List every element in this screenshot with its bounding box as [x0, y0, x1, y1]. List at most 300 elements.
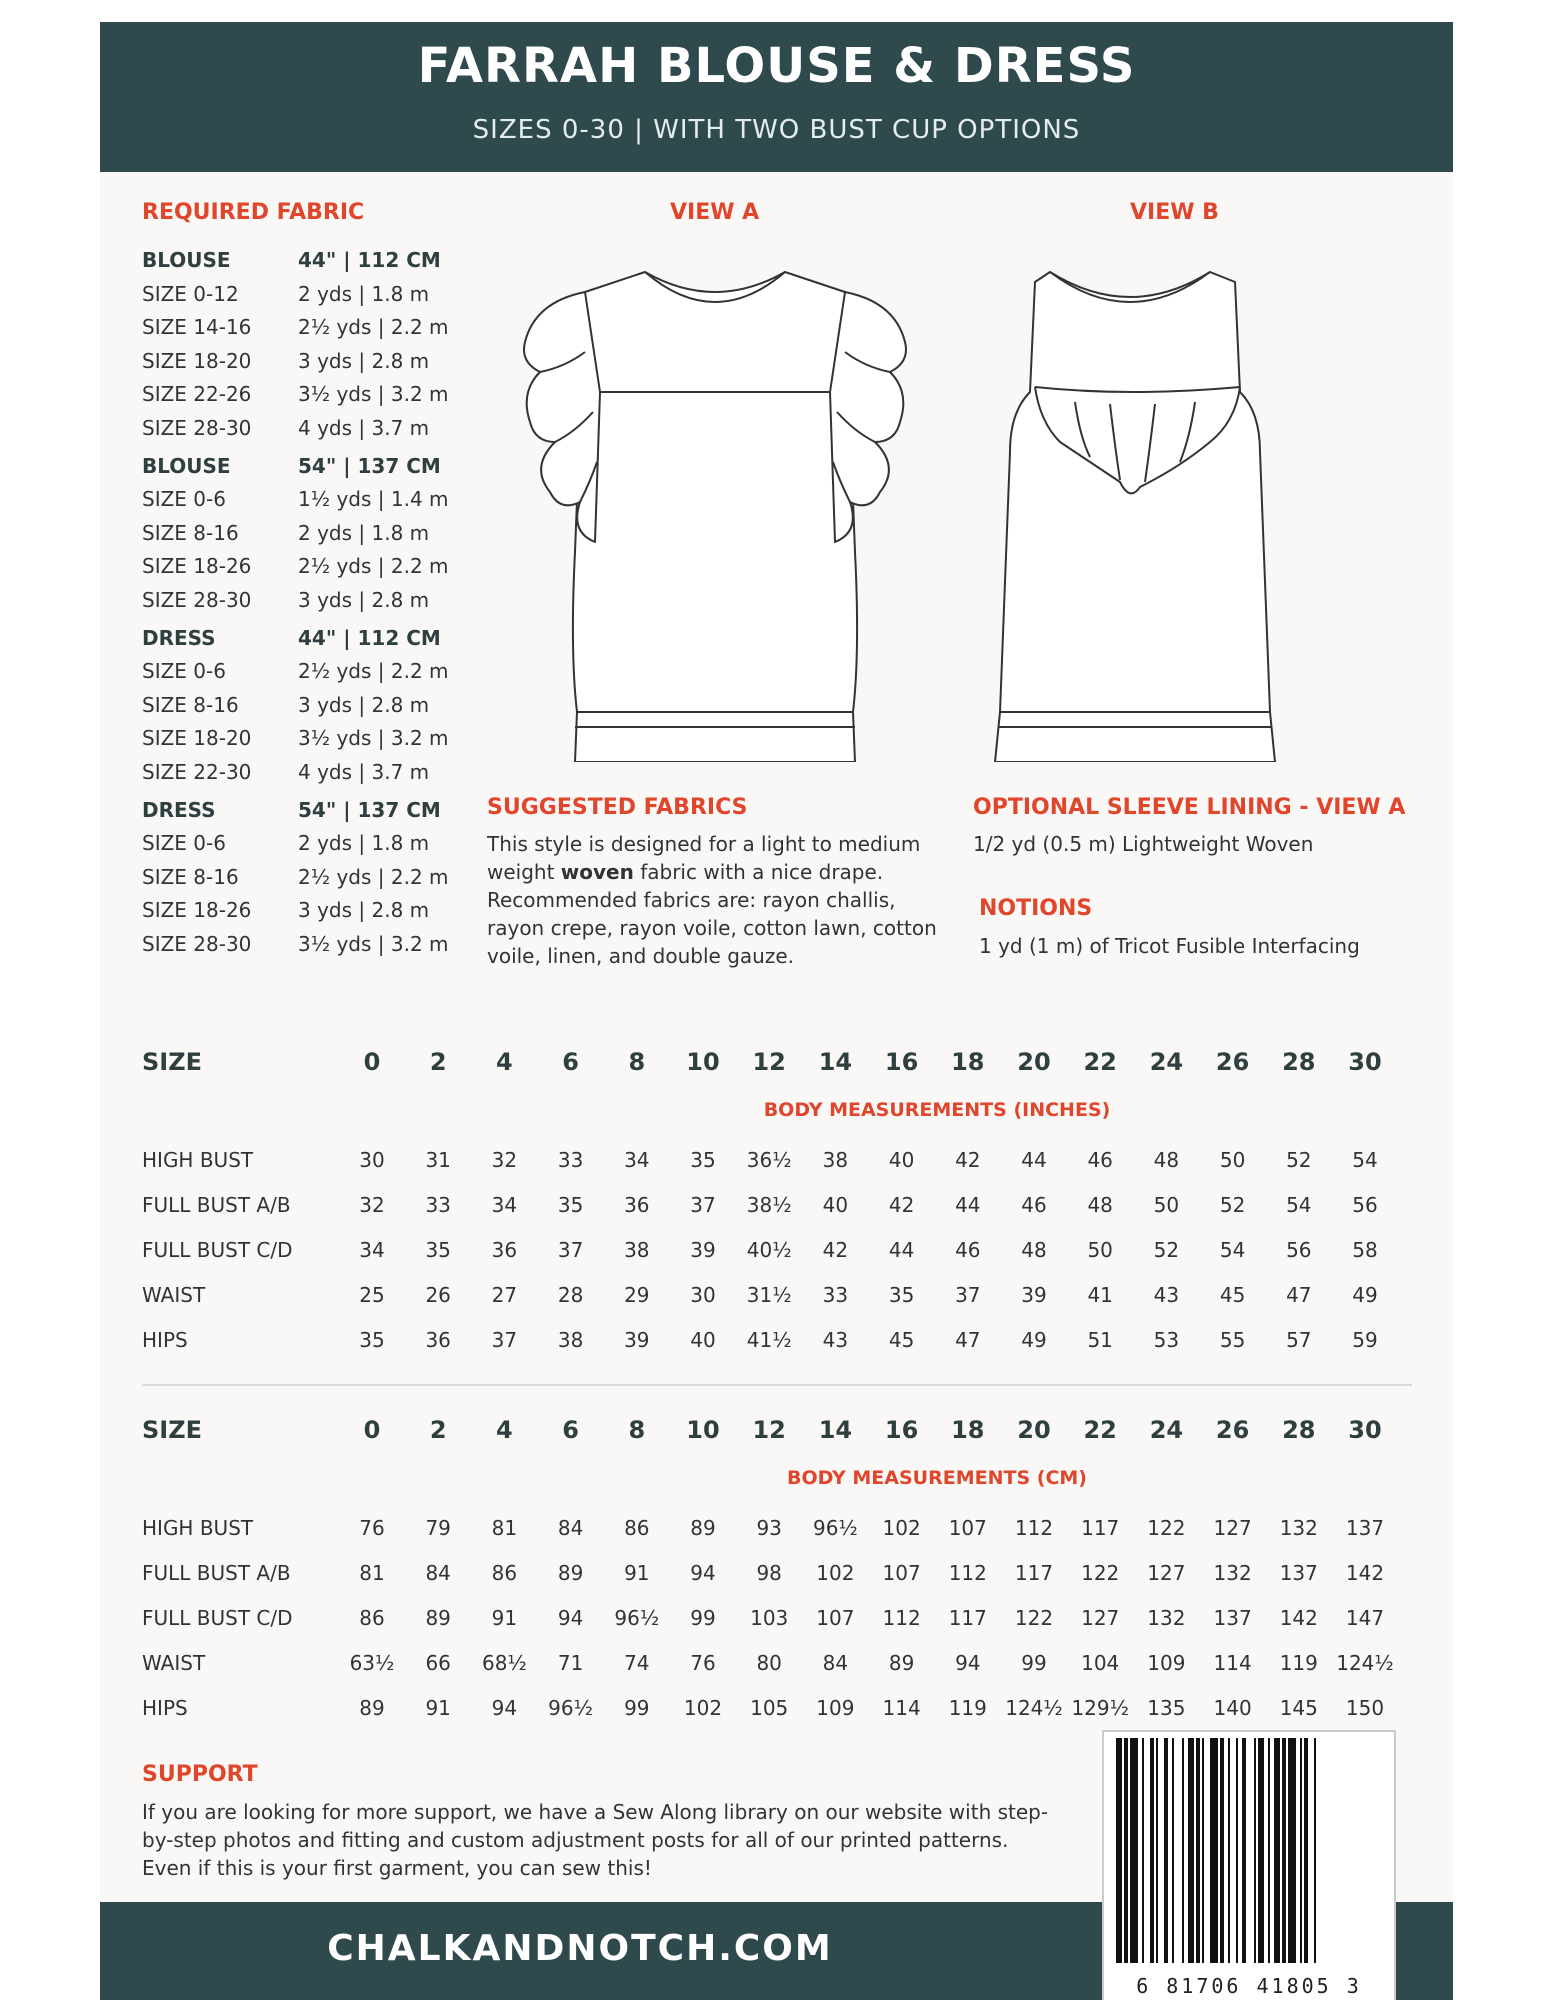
measurement-value: 105 [750, 1696, 789, 1720]
measurement-row [142, 1686, 1412, 1731]
measurement-value: 122 [1081, 1561, 1120, 1585]
measurement-value: 52 [1153, 1238, 1180, 1262]
measurement-value: 135 [1147, 1696, 1186, 1720]
measurement-value: 86 [491, 1561, 518, 1585]
measurement-label: FULL BUST C/D [142, 1606, 293, 1630]
fabric-type: BLOUSE [142, 453, 231, 478]
measurement-value: 43 [1153, 1283, 1180, 1307]
body-measurements-cm-table [142, 1403, 1412, 1731]
measurement-value: 31 [425, 1148, 451, 1172]
measurement-value: 80 [756, 1651, 782, 1675]
measurement-value: 94 [491, 1696, 518, 1720]
measurement-value: 56 [1286, 1238, 1312, 1262]
measurement-value: 119 [948, 1696, 987, 1720]
fabric-group-header [142, 244, 522, 278]
website-url[interactable]: CHALKANDNOTCH.COM [327, 1928, 833, 1969]
measurement-value: 36½ [746, 1148, 792, 1172]
measurement-value: 89 [557, 1561, 584, 1585]
fabric-amount: 2 yds | 1.8 m [298, 281, 430, 306]
size-header-label: SIZE [142, 1416, 203, 1444]
measurement-value: 58 [1352, 1238, 1378, 1262]
measurement-value: 66 [425, 1651, 451, 1675]
fabric-row [142, 655, 522, 689]
fabric-row [142, 311, 522, 345]
measurement-value: 41 [1087, 1283, 1113, 1307]
barcode-bar [1172, 1738, 1174, 1963]
fabric-type: DRESS [142, 797, 216, 822]
support-text: If you are looking for more support, we have a Sew Along library on our website with step-by-step photos and fitting and custom adjustment posts for all of our printed patterns. Even if this is your first garment, you can sew this! [142, 1800, 1049, 1880]
measurement-value: 81 [491, 1516, 518, 1540]
header-banner [100, 22, 1453, 172]
barcode-bar [1268, 1738, 1270, 1963]
measurement-value: 114 [882, 1696, 921, 1720]
measurement-value: 48 [1021, 1238, 1047, 1262]
size-value: 2 [429, 1416, 447, 1444]
measurement-value: 36 [491, 1238, 518, 1262]
fabric-type: DRESS [142, 625, 216, 650]
measurement-value: 96½ [812, 1516, 858, 1540]
measurement-value: 34 [359, 1238, 385, 1262]
barcode-bar [1130, 1738, 1138, 1963]
barcode [1102, 1730, 1396, 2000]
measurement-value: 124½ [1005, 1696, 1063, 1720]
measurement-value: 40 [690, 1328, 716, 1352]
measurement-value: 117 [948, 1606, 987, 1630]
measurement-value: 36 [624, 1193, 650, 1217]
measurement-value: 52 [1219, 1193, 1246, 1217]
measurement-value: 38 [822, 1148, 849, 1172]
measurement-label: FULL BUST A/B [142, 1193, 291, 1217]
measurement-value: 112 [882, 1606, 921, 1630]
measurement-value: 150 [1345, 1696, 1385, 1720]
fabric-amount: 3½ yds | 3.2 m [298, 726, 449, 751]
measurement-value: 99 [1021, 1651, 1047, 1675]
measurement-value: 44 [1021, 1148, 1047, 1172]
sleeve-lining-label: OPTIONAL SLEEVE LINING - VIEW A [973, 795, 1406, 820]
measurement-value: 79 [425, 1516, 451, 1540]
measurement-value: 44 [955, 1193, 981, 1217]
measurement-value: 34 [491, 1193, 518, 1217]
suggested-fabrics-text-1: This style is designed for a light to medium weight [487, 832, 921, 884]
table-caption: BODY MEASUREMENTS (CM) [787, 1467, 1087, 1489]
measurement-value: 94 [955, 1651, 981, 1675]
measurement-row [142, 1506, 1412, 1551]
fabric-amount: 2½ yds | 2.2 m [298, 315, 449, 340]
measurement-value: 71 [557, 1651, 584, 1675]
suggested-fabrics-bold: woven [560, 860, 634, 884]
fabric-group [142, 450, 522, 618]
measurement-value: 35 [690, 1148, 716, 1172]
measurement-value: 44 [888, 1238, 915, 1262]
measurement-value: 45 [1219, 1283, 1246, 1307]
fabric-group [142, 244, 522, 446]
barcode-bar [1124, 1738, 1128, 1963]
measurement-value: 119 [1279, 1651, 1318, 1675]
measurement-value: 53 [1153, 1328, 1180, 1352]
measurement-value: 54 [1219, 1238, 1246, 1262]
barcode-bars [1104, 1738, 1394, 1973]
page-title: FARRAH BLOUSE & DRESS [417, 38, 1136, 94]
measurement-value: 68½ [481, 1651, 527, 1675]
fabric-row [142, 827, 522, 861]
measurement-value: 50 [1087, 1238, 1113, 1262]
measurement-value: 132 [1279, 1516, 1318, 1540]
measurement-value: 147 [1345, 1606, 1385, 1630]
measurement-value: 40 [822, 1193, 849, 1217]
measurement-value: 96½ [548, 1696, 594, 1720]
size-value: 20 [1017, 1048, 1051, 1076]
measurement-label: WAIST [142, 1651, 206, 1675]
size-value: 24 [1149, 1048, 1184, 1076]
measurement-value: 39 [1021, 1283, 1047, 1307]
notions-text: 1 yd (1 m) of Tricot Fusible Interfacing [979, 934, 1360, 958]
required-fabric-list [142, 244, 522, 965]
measurement-value: 112 [1014, 1516, 1054, 1540]
measurement-value: 89 [359, 1696, 385, 1720]
barcode-bar [1150, 1738, 1154, 1963]
fabric-size-range: SIZE 0-6 [142, 659, 226, 684]
sleeve-lining-text: 1/2 yd (0.5 m) Lightweight Woven [973, 832, 1314, 856]
suggested-fabrics-text [487, 830, 942, 970]
fabric-size-range: SIZE 0-6 [142, 831, 226, 856]
fabric-size-range: SIZE 8-16 [142, 520, 239, 545]
fabric-amount: 3 yds | 2.8 m [298, 587, 430, 612]
measurement-value: 74 [624, 1651, 650, 1675]
measurement-value: 36 [425, 1328, 451, 1352]
fabric-row [142, 584, 522, 618]
barcode-bar [1164, 1738, 1168, 1963]
measurement-value: 102 [816, 1561, 855, 1585]
fabric-size-range: SIZE 0-12 [142, 281, 239, 306]
measurement-value: 124½ [1336, 1651, 1394, 1675]
barcode-bar [1300, 1738, 1302, 1963]
measurement-value: 32 [359, 1193, 385, 1217]
fabric-size-range: SIZE 28-30 [142, 931, 252, 956]
measurement-row [142, 1183, 1412, 1228]
size-value: 28 [1282, 1416, 1316, 1444]
table-caption-row [142, 1458, 1412, 1498]
view-a-illustration [515, 252, 915, 762]
barcode-bar [1220, 1738, 1224, 1963]
measurement-value: 94 [557, 1606, 584, 1630]
barcode-bar [1254, 1738, 1256, 1963]
barcode-bar [1314, 1738, 1316, 1963]
measurement-value: 50 [1219, 1148, 1246, 1172]
measurement-value: 35 [557, 1193, 584, 1217]
barcode-bar [1142, 1738, 1144, 1963]
measurement-value: 51 [1087, 1328, 1113, 1352]
measurement-value: 107 [882, 1561, 921, 1585]
measurement-value: 31½ [746, 1283, 792, 1307]
measurement-value: 89 [690, 1516, 716, 1540]
size-value: 22 [1083, 1048, 1117, 1076]
measurement-value: 35 [359, 1328, 385, 1352]
measurement-value: 84 [557, 1516, 584, 1540]
fabric-width: 44" | 112 CM [298, 625, 441, 650]
fabric-group [142, 794, 522, 962]
fabric-row [142, 278, 522, 312]
suggested-fabrics-text-2: fabric with a nice drape. Recommended fabrics are: rayon challis, rayon crepe, rayon voile, cotton lawn, cotton voile, linen, and double gauze. [487, 860, 937, 968]
fabric-group-header [142, 622, 522, 656]
measurement-value: 89 [888, 1651, 915, 1675]
measurement-value: 50 [1153, 1193, 1180, 1217]
measurement-value: 27 [491, 1283, 518, 1307]
fabric-size-range: SIZE 18-20 [142, 348, 252, 373]
measurement-value: 122 [1147, 1516, 1186, 1540]
measurement-value: 42 [888, 1193, 915, 1217]
size-value: 26 [1215, 1048, 1250, 1076]
fabric-size-range: SIZE 14-16 [142, 315, 252, 340]
fabric-amount: 4 yds | 3.7 m [298, 759, 430, 784]
measurement-value: 122 [1014, 1606, 1054, 1630]
measurement-value: 40½ [746, 1238, 792, 1262]
fabric-row [142, 894, 522, 928]
measurement-value: 34 [624, 1148, 650, 1172]
measurement-value: 32 [491, 1148, 518, 1172]
measurement-value: 86 [359, 1606, 385, 1630]
size-value: 26 [1215, 1416, 1250, 1444]
measurement-value: 30 [690, 1283, 716, 1307]
measurement-label: FULL BUST C/D [142, 1238, 293, 1262]
fabric-size-range: SIZE 28-30 [142, 587, 252, 612]
measurement-value: 142 [1345, 1561, 1385, 1585]
barcode-bar [1156, 1738, 1158, 1963]
measurement-label: HIPS [142, 1328, 188, 1352]
fabric-width: 54" | 137 CM [298, 453, 441, 478]
measurement-value: 37 [491, 1328, 518, 1352]
measurement-value: 43 [822, 1328, 849, 1352]
measurement-value: 117 [1014, 1561, 1054, 1585]
size-header-label: SIZE [142, 1048, 203, 1076]
measurement-value: 49 [1352, 1283, 1378, 1307]
fabric-size-range: SIZE 18-26 [142, 554, 252, 579]
fabric-width: 44" | 112 CM [298, 248, 441, 272]
fabric-row [142, 378, 522, 412]
fabric-amount: 2½ yds | 2.2 m [298, 659, 449, 684]
size-value: 24 [1149, 1416, 1184, 1444]
fabric-row [142, 861, 522, 895]
fabric-row [142, 722, 522, 756]
size-value: 10 [686, 1048, 720, 1076]
measurement-value: 103 [750, 1606, 789, 1630]
measurement-value: 76 [690, 1651, 716, 1675]
fabric-amount: 1½ yds | 1.4 m [298, 487, 449, 512]
measurement-value: 109 [1147, 1651, 1186, 1675]
measurement-value: 137 [1279, 1561, 1318, 1585]
barcode-bar [1182, 1738, 1184, 1963]
table-caption: BODY MEASUREMENTS (INCHES) [763, 1099, 1111, 1121]
measurement-value: 132 [1147, 1606, 1186, 1630]
measurement-value: 33 [822, 1283, 849, 1307]
required-fabric-label: REQUIRED FABRIC [142, 200, 365, 225]
measurement-value: 46 [955, 1238, 981, 1262]
measurement-value: 26 [425, 1283, 451, 1307]
measurement-value: 127 [1081, 1606, 1120, 1630]
measurement-value: 132 [1213, 1561, 1252, 1585]
measurement-row [142, 1596, 1412, 1641]
fabric-size-range: SIZE 18-26 [142, 898, 252, 923]
barcode-bar [1196, 1738, 1200, 1963]
size-value: 12 [752, 1048, 786, 1076]
measurement-value: 86 [624, 1516, 650, 1540]
fabric-row [142, 412, 522, 446]
size-value: 18 [951, 1416, 985, 1444]
fabric-size-range: SIZE 22-26 [142, 382, 252, 407]
measurement-value: 38 [557, 1328, 584, 1352]
fabric-row [142, 550, 522, 584]
size-value: 4 [496, 1048, 513, 1076]
fabric-amount: 2½ yds | 2.2 m [298, 554, 449, 579]
fabric-amount: 2 yds | 1.8 m [298, 831, 430, 856]
measurement-value: 102 [882, 1516, 921, 1540]
measurement-value: 84 [822, 1651, 849, 1675]
measurement-row [142, 1641, 1412, 1686]
measurement-value: 127 [1213, 1516, 1252, 1540]
measurement-value: 35 [888, 1283, 915, 1307]
fabric-size-range: SIZE 8-16 [142, 692, 239, 717]
measurement-value: 33 [557, 1148, 584, 1172]
fabric-row [142, 483, 522, 517]
barcode-bar [1188, 1738, 1194, 1963]
measurement-value: 117 [1081, 1516, 1120, 1540]
size-header-row [142, 1403, 1412, 1458]
fabric-type: BLOUSE [142, 248, 231, 272]
fabric-group [142, 622, 522, 790]
measurement-value: 91 [624, 1561, 650, 1585]
measurement-value: 38½ [746, 1193, 792, 1217]
size-value: 8 [628, 1416, 646, 1444]
size-value: 18 [951, 1048, 985, 1076]
fabric-group-header [142, 450, 522, 484]
body-measurements-inches-table [142, 1035, 1412, 1363]
size-value: 8 [628, 1048, 646, 1076]
measurement-value: 42 [955, 1148, 981, 1172]
measurement-value: 29 [624, 1283, 650, 1307]
barcode-bar [1274, 1738, 1280, 1963]
measurement-value: 57 [1286, 1328, 1312, 1352]
measurement-value: 38 [624, 1238, 650, 1262]
measurement-value: 137 [1213, 1606, 1252, 1630]
view-b-illustration [980, 252, 1340, 762]
measurement-value: 35 [425, 1238, 451, 1262]
size-value: 0 [363, 1416, 381, 1444]
size-value: 22 [1083, 1416, 1117, 1444]
measurement-row [142, 1318, 1412, 1363]
measurement-row [142, 1228, 1412, 1273]
measurement-value: 96½ [614, 1606, 660, 1630]
measurement-value: 107 [816, 1606, 855, 1630]
size-value: 6 [562, 1048, 579, 1076]
measurement-value: 39 [624, 1328, 650, 1352]
fabric-amount: 2 yds | 1.8 m [298, 520, 430, 545]
measurement-row [142, 1273, 1412, 1318]
measurement-value: 30 [359, 1148, 385, 1172]
view-a-label: VIEW A [670, 200, 760, 225]
measurement-value: 41½ [746, 1328, 792, 1352]
page-subtitle: SIZES 0-30 | WITH TWO BUST CUP OPTIONS [472, 115, 1081, 145]
measurement-label: HIGH BUST [142, 1516, 254, 1540]
barcode-bar [1228, 1738, 1230, 1963]
measurement-value: 56 [1352, 1193, 1378, 1217]
size-value: 2 [429, 1048, 447, 1076]
measurement-value: 54 [1352, 1148, 1378, 1172]
measurement-value: 47 [955, 1328, 981, 1352]
size-value: 20 [1017, 1416, 1051, 1444]
measurement-value: 37 [955, 1283, 981, 1307]
barcode-number: 6 81706 41805 3 [1136, 1974, 1362, 1998]
table-divider [142, 1384, 1412, 1386]
fabric-amount: 3½ yds | 3.2 m [298, 382, 449, 407]
measurement-value: 84 [425, 1561, 451, 1585]
measurement-value: 52 [1286, 1148, 1312, 1172]
measurement-label: HIGH BUST [142, 1148, 254, 1172]
size-value: 16 [884, 1416, 919, 1444]
fabric-row [142, 517, 522, 551]
measurement-value: 28 [557, 1283, 584, 1307]
fabric-amount: 3 yds | 2.8 m [298, 898, 430, 923]
fabric-row [142, 689, 522, 723]
fabric-amount: 2½ yds | 2.2 m [298, 864, 449, 889]
size-header-row [142, 1035, 1412, 1090]
size-value: 4 [496, 1416, 513, 1444]
measurement-value: 55 [1219, 1328, 1246, 1352]
measurement-value: 99 [624, 1696, 650, 1720]
barcode-bar [1258, 1738, 1264, 1963]
size-value: 14 [818, 1048, 853, 1076]
size-value: 6 [562, 1416, 579, 1444]
support-label: SUPPORT [142, 1762, 258, 1787]
barcode-bar [1282, 1738, 1286, 1963]
measurement-value: 142 [1279, 1606, 1318, 1630]
measurement-value: 46 [1087, 1148, 1113, 1172]
measurement-value: 91 [425, 1696, 451, 1720]
measurement-value: 39 [690, 1238, 716, 1262]
measurement-value: 140 [1213, 1696, 1252, 1720]
suggested-fabrics-label: SUGGESTED FABRICS [487, 795, 748, 820]
measurement-value: 99 [690, 1606, 716, 1630]
measurement-value: 127 [1147, 1561, 1186, 1585]
measurement-value: 102 [683, 1696, 723, 1720]
measurement-value: 93 [756, 1516, 782, 1540]
measurement-value: 137 [1345, 1516, 1385, 1540]
fabric-amount: 3 yds | 2.8 m [298, 692, 430, 717]
measurement-value: 81 [359, 1561, 385, 1585]
fabric-amount: 3 yds | 2.8 m [298, 348, 430, 373]
measurement-label: WAIST [142, 1283, 206, 1307]
fabric-width: 54" | 137 CM [298, 797, 441, 822]
barcode-bar [1202, 1738, 1204, 1963]
measurement-value: 98 [756, 1561, 782, 1585]
fabric-size-range: SIZE 28-30 [142, 415, 252, 440]
size-value: 10 [686, 1416, 720, 1444]
view-b-label: VIEW B [1130, 200, 1219, 225]
size-value: 12 [752, 1416, 786, 1444]
size-value: 0 [363, 1048, 381, 1076]
fabric-group-header [142, 794, 522, 828]
fabric-size-range: SIZE 8-16 [142, 864, 239, 889]
barcode-bar [1116, 1738, 1122, 1963]
measurement-value: 104 [1081, 1651, 1120, 1675]
measurement-label: HIPS [142, 1696, 188, 1720]
size-value: 30 [1348, 1048, 1382, 1076]
measurement-value: 91 [491, 1606, 518, 1630]
measurement-value: 48 [1087, 1193, 1113, 1217]
measurement-value: 114 [1213, 1651, 1252, 1675]
fabric-size-range: SIZE 18-20 [142, 726, 252, 751]
size-value: 28 [1282, 1048, 1316, 1076]
size-value: 14 [818, 1416, 853, 1444]
measurement-label: FULL BUST A/B [142, 1561, 291, 1585]
